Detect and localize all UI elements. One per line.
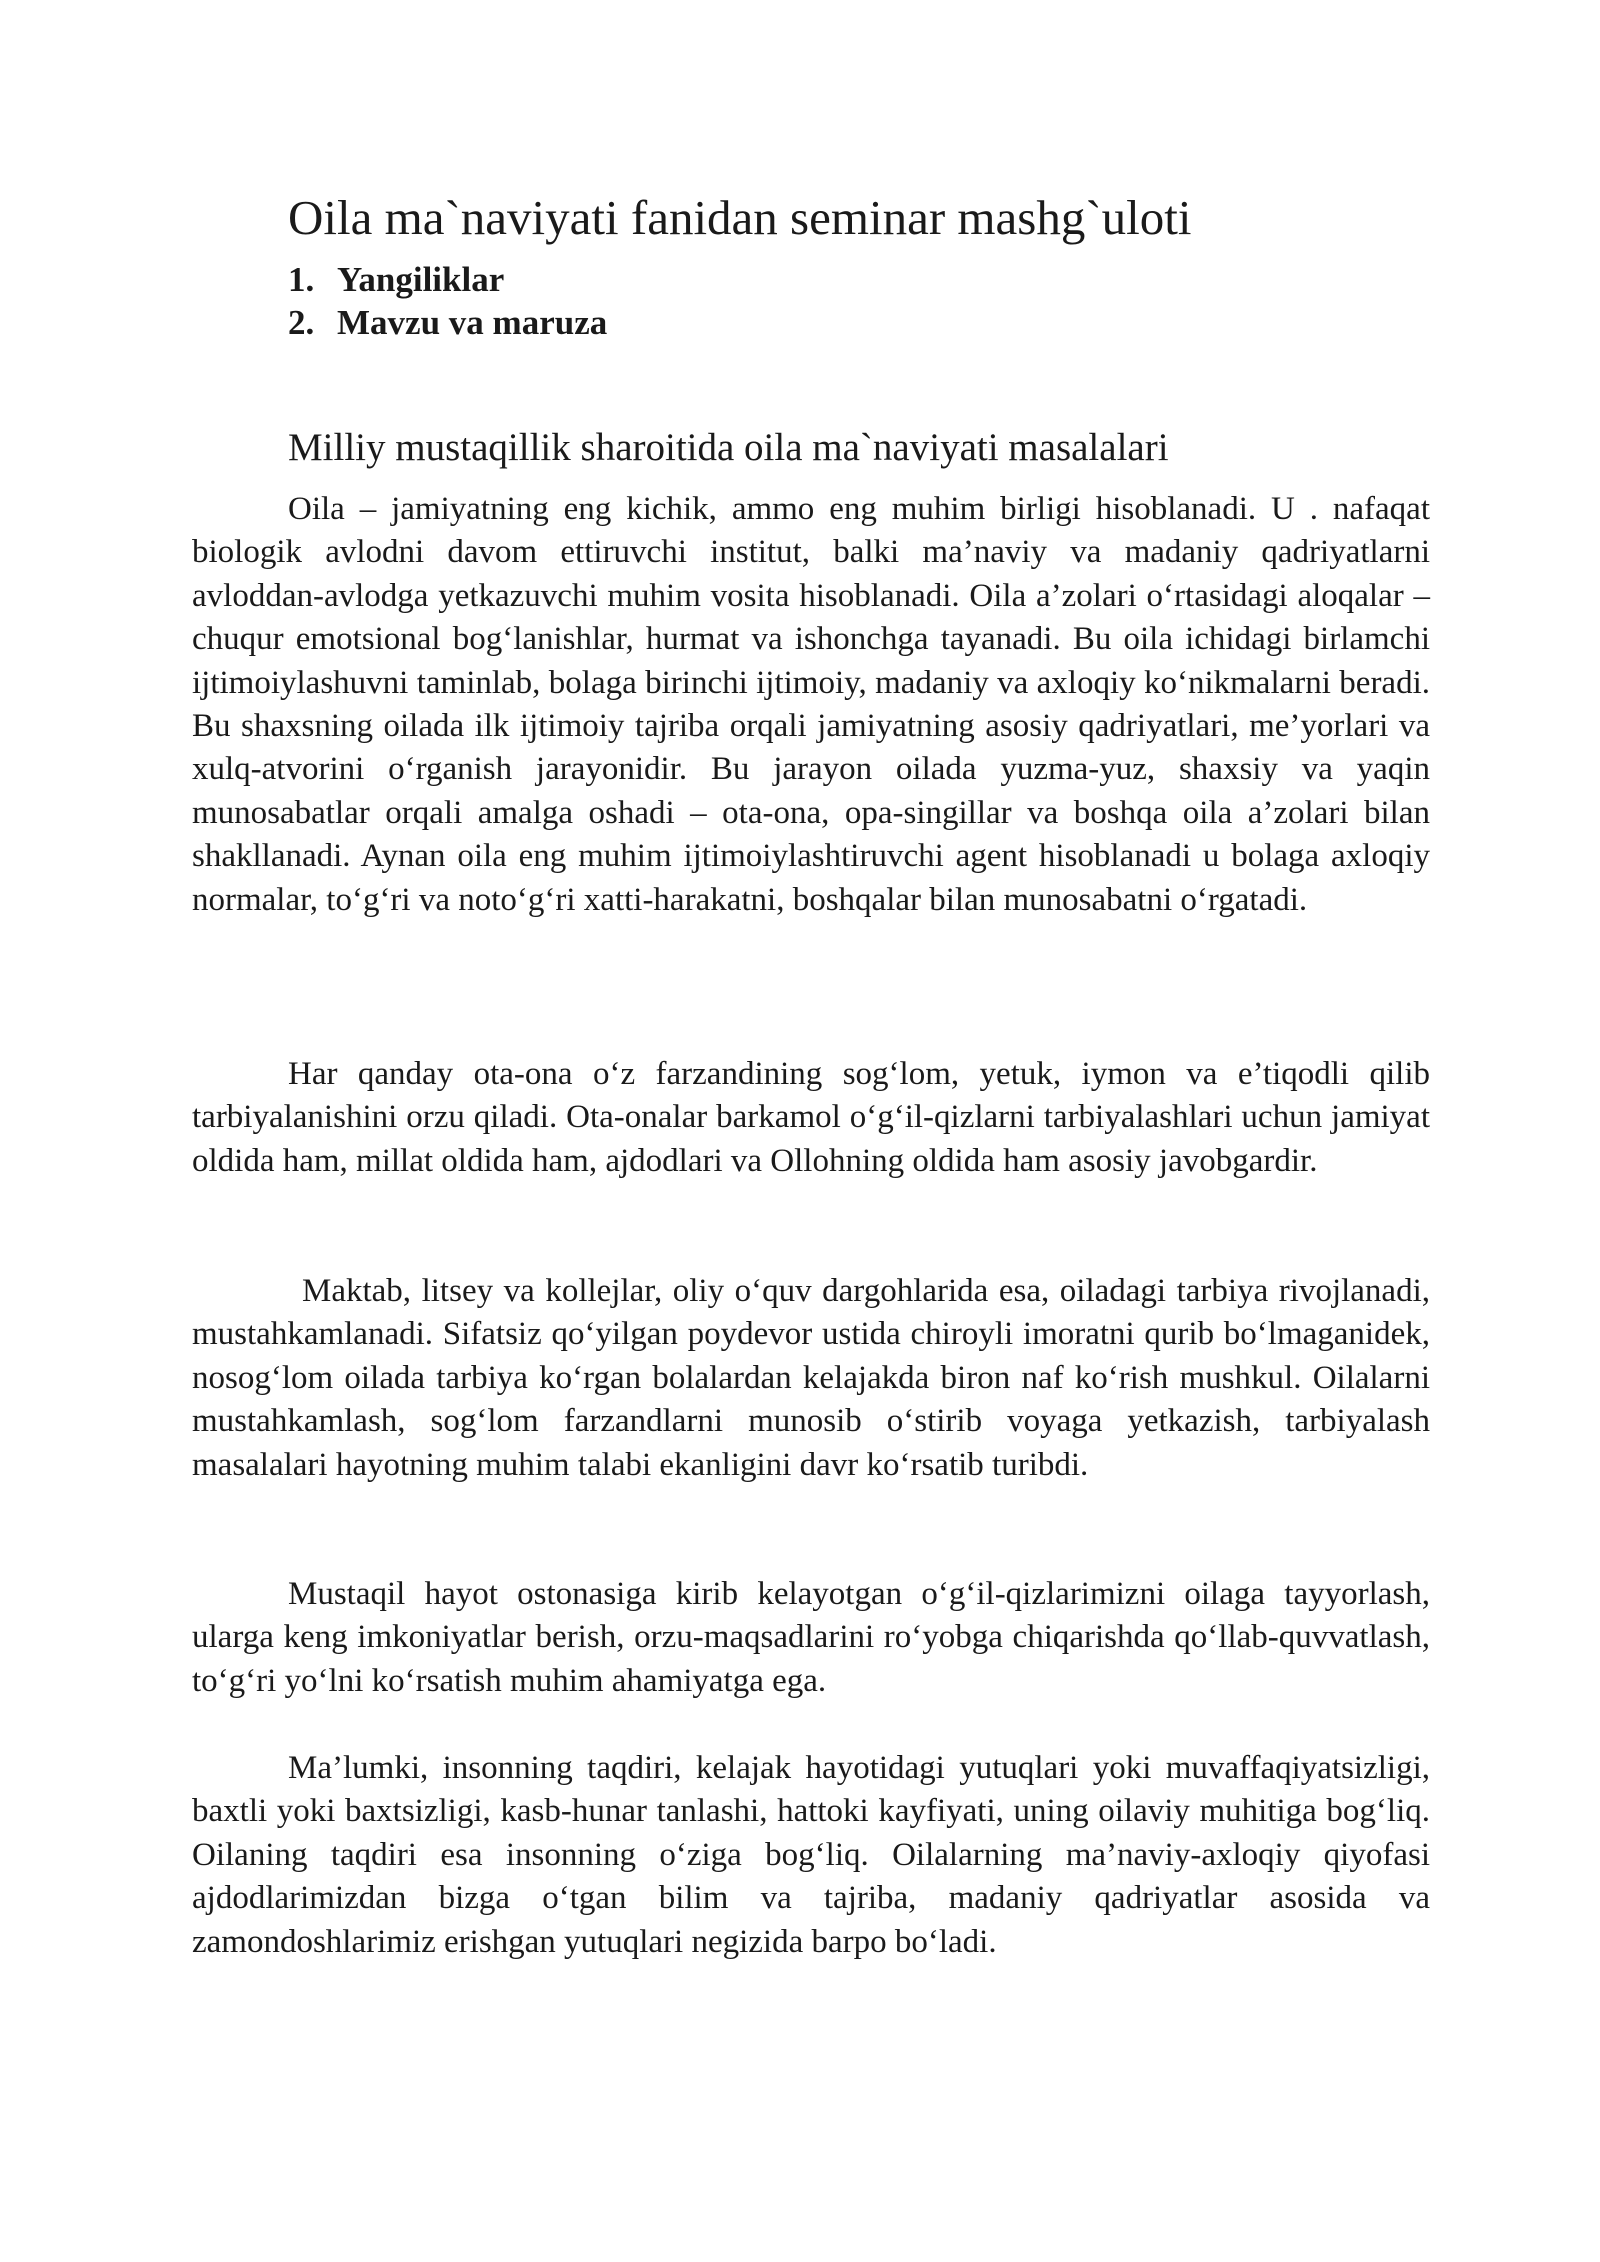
agenda-list: [288, 258, 607, 344]
paragraph-youth-preparation: Mustaqil hayot ostonasiga kirib kelayotgan o‘g‘il-qizlarimizni oilaga tayyorlash, ularga keng imkoniyatlar berish, orzu-maqsadlarini ro‘yobga chiqarishda qo‘llab-quvvatlash, to‘g‘ri yo‘lni ko‘rsatish muhim ahamiyatga ega.: [192, 1576, 1430, 1699]
paragraph-human-destiny: Ma’lumki, insonning taqdiri, kelajak hayotidagi yutuqlari yoki muvaffaqiyatsizligi, baxtli yoki baxtsizligi, kasb-hunar tanlashi, hattoki kayfiyati, uning oilaviy muhitiga bog‘liq. Oilaning taqdiri esa insonning o‘ziga bog‘liq. Oilalarning ma’naviy-axloqiy qiyofasi ajdodlarimizdan bizga o‘tgan bilim va tajriba, madaniy qadriyatlar asosida va zamondoshlarimiz erishgan yutuqlari negizida barpo bo‘ladi.: [192, 1750, 1430, 1960]
agenda-item-text: Mavzu va maruza: [337, 303, 608, 342]
agenda-item-text: Yangiliklar: [337, 260, 505, 299]
agenda-item-number: 2.: [288, 303, 315, 342]
paragraph-school-upbringing: Maktab, litsey va kollejlar, oliy o‘quv dargohlarida esa, oiladagi tarbiya rivojlanadi, mustahkamlanadi. Sifatsiz qo‘yilgan poydevor ustida chiroyli imoratni qurib bo‘lmaganidek, nosog‘lom oilada tarbiya ko‘rgan bolalardan kelajakda biron naf ko‘rish mushkul. Oilalarni mustahkamlash, sog‘lom farzandlarni munosib o‘stirib voyaga yetkazish, tarbiyalash masalalari hayotning muhim talabi ekanligini davr ko‘rsatib turibdi.: [192, 1273, 1430, 1483]
paragraph-parents-duty: Har qanday ota-ona o‘z farzandining sog‘lom, yetuk, iymon va e’tiqodli qilib tarbiyalanishini orzu qiladi. Ota-onalar barkamol o‘g‘il-qizlarni tarbiyalashlari uchun jamiyat oldida ham, millat oldida ham, ajdodlari va Ollohning oldida ham asosiy javobgardir.: [192, 1056, 1430, 1179]
document-title: Oila ma`naviyati fanidan seminar mashg`uloti: [288, 189, 1192, 245]
paragraph-family-role: Oila – jamiyatning eng kichik, ammo eng muhim birligi hisoblanadi. U . nafaqat biologik avlodni davom ettiruvchi institut, balki ma’naviy va madaniy qadriyatlarni avloddan-avlodga yetkazuvchi muhim vosita hisoblanadi. Oila a’zolari o‘rtasidagi aloqalar – chuqur emotsional bog‘lanishlar, hurmat va ishonchga tayanadi. Bu oila ichidagi birlamchi ijtimoiylashuvni taminlab, bolaga birinchi ijtimoiy, madaniy va axloqiy ko‘nikmalarni beradi. Bu shaxsning oilada ilk ijtimoiy tajriba orqali jamiyatning asosiy qadriyatlari, me’yorlari va xulq-atvorini o‘rganish jarayonidir. Bu jarayon oilada yuzma-yuz, shaxsiy va yaqin munosabatlar orqali amalga oshadi – ota-ona, opa-singillar va boshqa oila a’zolari bilan shakllanadi. Aynan oila eng muhim ijtimoiylashtiruvchi agent hisoblanadi u bolaga axloqiy normalar, to‘g‘ri va noto‘g‘ri xatti-harakatni, boshqalar bilan munosabatni o‘rgatadi.: [192, 491, 1430, 918]
agenda-item: [288, 258, 607, 301]
topic-heading: Milliy mustaqillik sharoitida oila ma`naviyati masalalari: [288, 426, 1169, 470]
agenda-item: [288, 301, 607, 344]
agenda-item-number: 1.: [288, 260, 315, 299]
